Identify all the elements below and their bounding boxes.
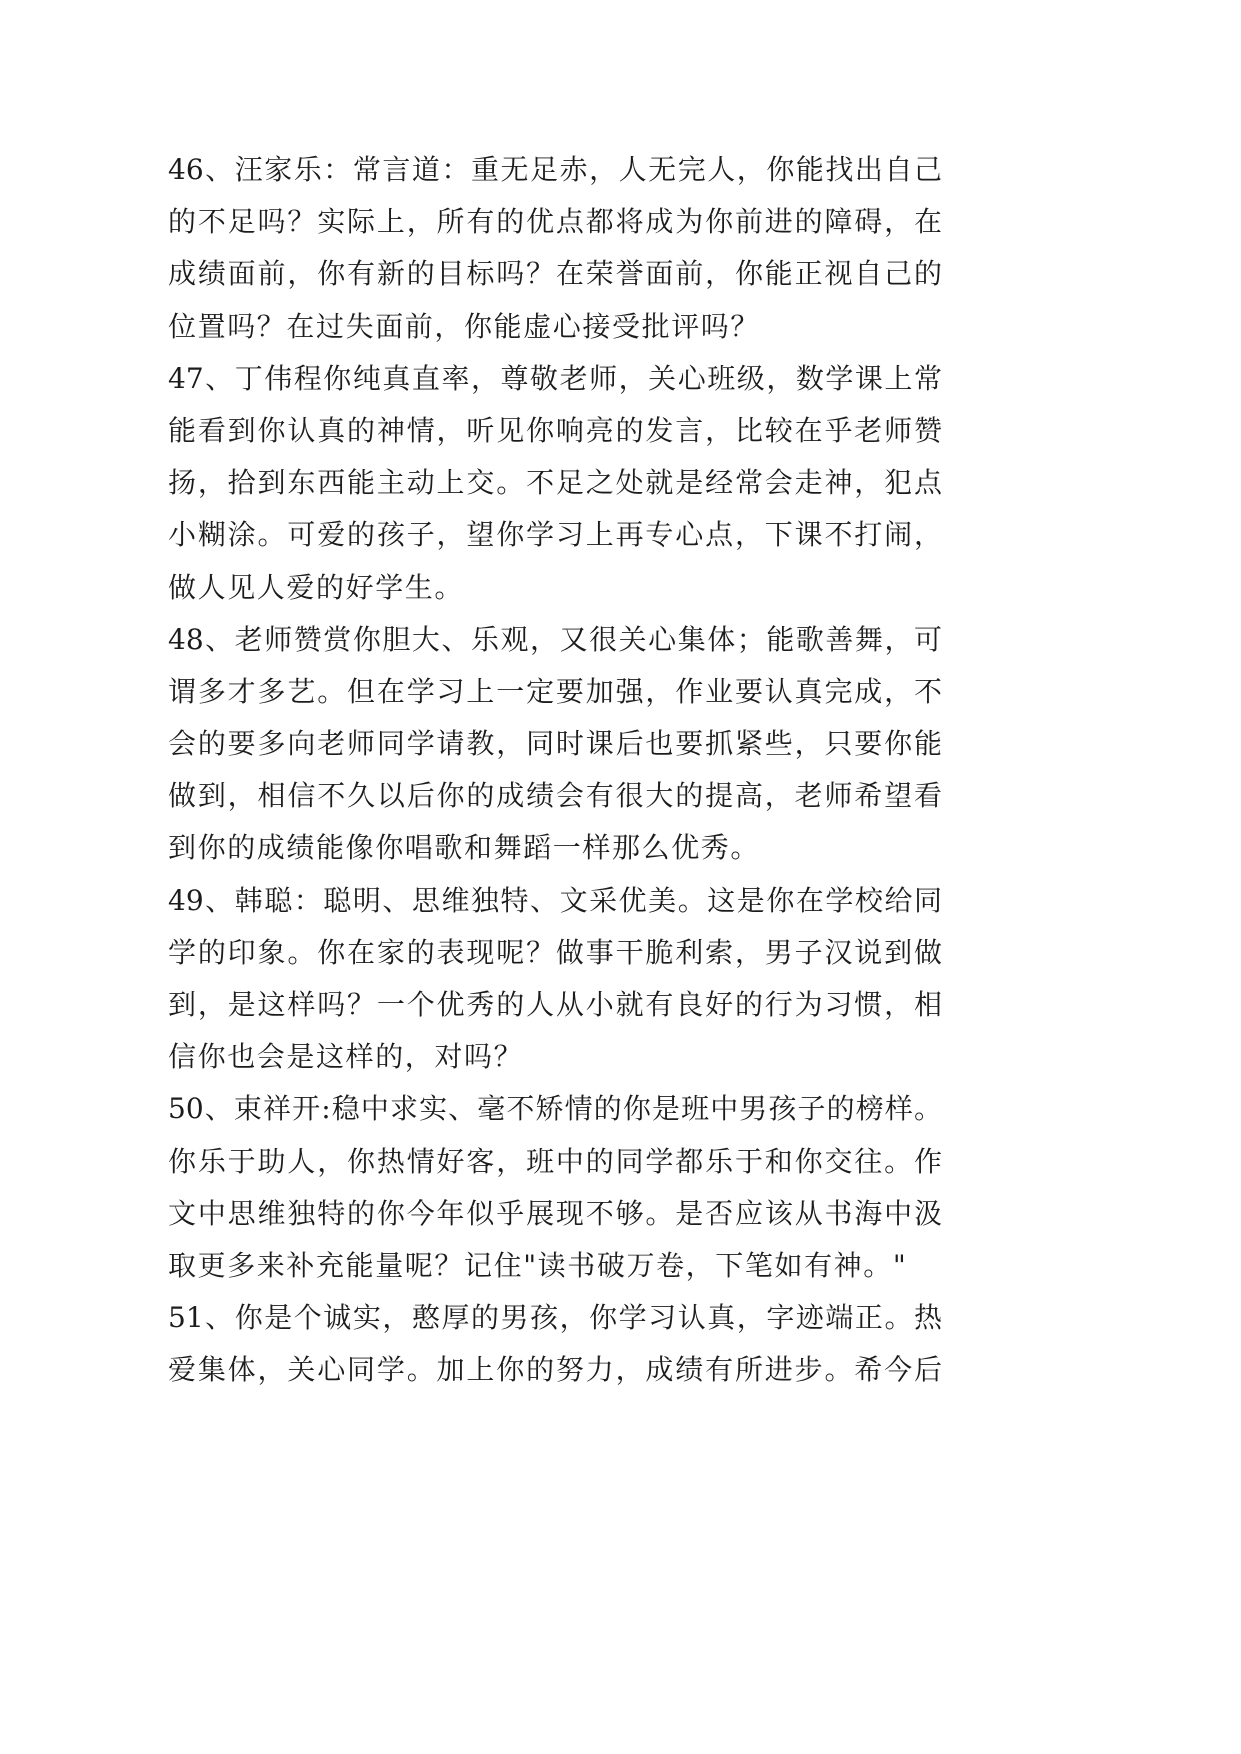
comment-49 — [168, 875, 942, 1084]
text-line: 47、丁伟程你纯真直率，尊敬老师，关心班级，数学课上常 — [168, 361, 942, 395]
text-line: 取更多来补充能量呢？记住"读书破万卷，下笔如有神。" — [168, 1248, 908, 1282]
text-line: 小糊涂。可爱的孩子，望你学习上再专心点，下课不打闹， — [168, 518, 942, 552]
text-line: 做到，相信不久以后你的成绩会有很大的提高，老师希望看 — [168, 779, 942, 813]
comment-50 — [168, 1083, 942, 1292]
text-line: 到，是这样吗？一个优秀的人从小就有良好的行为习惯，相 — [168, 988, 942, 1021]
comment-48 — [168, 614, 942, 875]
text-line: 谓多才多艺。但在学习上一定要加强，作业要认真完成，不 — [168, 674, 942, 708]
text-line: 你乐于助人，你热情好客，班中的同学都乐于和你交往。作 — [168, 1144, 942, 1178]
text-line: 的不足吗？实际上，所有的优点都将成为你前进的障碍，在 — [168, 205, 942, 239]
text-line: 学的印象。你在家的表现呢？做事干脆利索，男子汉说到做 — [168, 935, 942, 969]
text-line: 文中思维独特的你今年似乎展现不够。是否应该从书海中汲 — [168, 1196, 942, 1230]
text-line: 信你也会是这样的，对吗？ — [168, 1040, 524, 1074]
text-line: 到你的成绩能像你唱歌和舞蹈一样那么优秀。 — [168, 831, 761, 865]
document-body — [168, 144, 942, 1397]
comment-47 — [168, 353, 942, 614]
text-line: 会的要多向老师同学请教，同时课后也要抓紧些，只要你能 — [168, 727, 942, 761]
text-line: 做人见人爱的好学生。 — [168, 570, 465, 604]
text-line: 46、汪家乐：常言道：重无足赤，人无完人，你能找出自己 — [168, 153, 942, 186]
comment-51 — [168, 1292, 942, 1396]
text-line: 成绩面前，你有新的目标吗？在荣誉面前，你能正视自己的 — [168, 257, 942, 291]
comment-46 — [168, 144, 942, 353]
text-line: 爱集体，关心同学。加上你的努力，成绩有所进步。希今后 — [168, 1353, 942, 1387]
text-line: 扬，拾到东西能主动上交。不足之处就是经常会走神，犯点 — [168, 466, 942, 500]
text-line: 51、你是个诚实，憨厚的男孩，你学习认真，字迹端正。热 — [168, 1301, 942, 1335]
text-line: 50、束祥开:稳中求实、毫不矫情的你是班中男孩子的榜样。 — [168, 1092, 942, 1126]
text-line: 48、老师赞赏你胆大、乐观，又很关心集体；能歌善舞，可 — [168, 622, 942, 656]
text-line: 位置吗？在过失面前，你能虚心接受批评吗？ — [168, 309, 761, 343]
text-line: 49、韩聪：聪明、思维独特、文采优美。这是你在学校给同 — [168, 883, 942, 917]
text-line: 能看到你认真的神情，听见你响亮的发言，比较在乎老师赞 — [168, 413, 942, 447]
